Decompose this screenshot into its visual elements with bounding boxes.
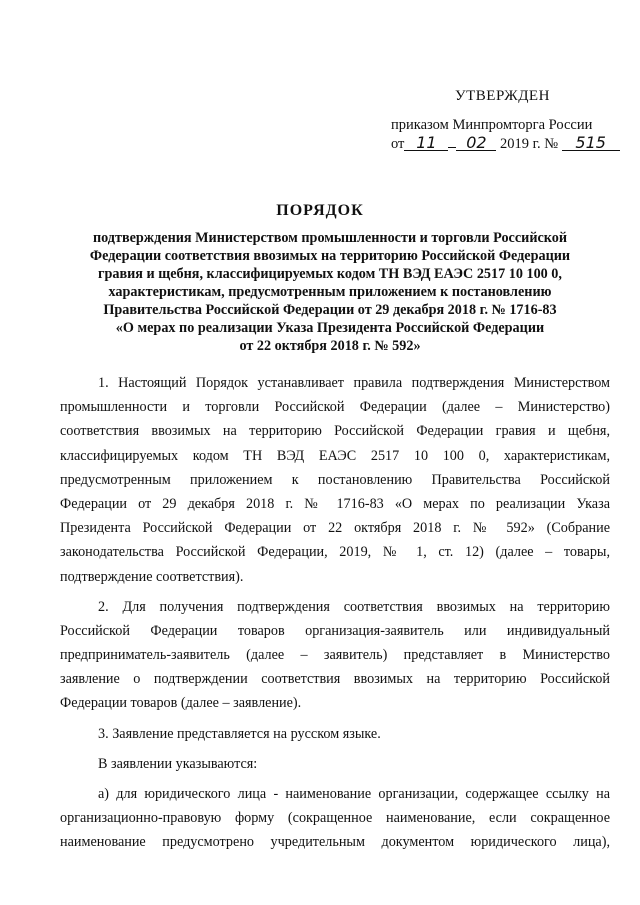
paragraph-line: промышленности и торговли Российской Федерации (далее – Министерство) (60, 399, 610, 416)
document-body (60, 371, 610, 855)
approved-stamp-heading: УТВЕРЖДЕН (455, 88, 550, 104)
paragraph-line: 1. Настоящий Порядок устанавливает правила подтверждения Министерством (98, 375, 610, 391)
date-month-handwritten: 02 (456, 135, 496, 151)
paragraph-line: предусмотренным приложением к постановлению Правительства Российской (60, 471, 610, 488)
date-prefix: от (391, 136, 405, 152)
paragraph-line: организационно-правовую форму (сокращенное наименование, если сокращенное (60, 810, 610, 827)
paragraph-line: Федерации товаров (далее – заявление). (60, 695, 302, 712)
paragraph-3: 3. Заявление представляется на русском языке. (98, 725, 381, 742)
paragraph-line: а) для юридического лица - наименование организации, содержащее ссылку на (98, 786, 610, 802)
paragraph-line: 2. Для получения подтверждения соответствия ввозимых на территорию (98, 598, 610, 615)
paragraph-line: Президента Российской Федерации от 22 октября 2018 г. № 592» (Собрание (60, 520, 610, 537)
date-year-label: 2019 г. № (500, 136, 559, 152)
paragraph-line: классифицируемых кодом ТН ВЭД ЕАЭС 2517 10 100 0, характеристикам, (60, 447, 610, 464)
subtitle-line: Федерации соответствия ввозимых на территорию Российской Федерации (89, 248, 571, 264)
subtitle-line: Правительства Российской Федерации от 29 декабря 2018 г. № 1716-83 (103, 302, 557, 318)
paragraph-line: подтверждение соответствия). (60, 568, 244, 585)
paragraph-line: наименование предусмотрено учредительным документом юридического лица), (60, 834, 610, 851)
paragraph-5 (60, 782, 610, 855)
paragraph-line: Российской Федерации товаров организация-заявитель или индивидуальный (60, 622, 610, 639)
date-day-handwritten: 11 (404, 135, 448, 151)
subtitle-line: «О мерах по реализации Указа Президента Российской Федерации (115, 320, 545, 336)
paragraph-4: В заявлении указываются: (98, 755, 258, 772)
subtitle-line: характеристикам, предусмотренным приложением к постановлению (108, 284, 552, 300)
subtitle-line: подтверждения Министерством промышленности и торговли Российской (92, 230, 568, 246)
approved-by-order: приказом Минпромторга России (391, 117, 593, 133)
order-date-line (391, 135, 620, 153)
paragraph-2 (60, 595, 610, 716)
paragraph-line: заявление о подтверждении соответствия ввозимых на территорию Российской (60, 671, 610, 688)
document-title: ПОРЯДОК (276, 202, 364, 219)
order-number-handwritten: 515 (562, 135, 620, 151)
subtitle-line: от 22 октября 2018 г. № 592» (239, 338, 421, 354)
subtitle-line: гравия и щебня, классифицируемых кодом ТН ВЭД ЕАЭС 2517 10 100 0, (98, 266, 562, 282)
paragraph-line: законодательства Российской Федерации, 2019, № 1, ст. 12) (далее – товары, (60, 544, 610, 561)
paragraph-line: Федерации от 29 декабря 2018 г. № 1716-83 «О мерах по реализации Указа (60, 495, 610, 512)
document-subtitle (60, 229, 600, 355)
paragraph-1 (60, 371, 610, 589)
paragraph-line: предприниматель-заявитель (далее – заявитель) представляет в Министерство (60, 647, 610, 664)
paragraph-line: соответствия ввозимых на территорию Российской Федерации гравия и щебня, (60, 423, 610, 440)
